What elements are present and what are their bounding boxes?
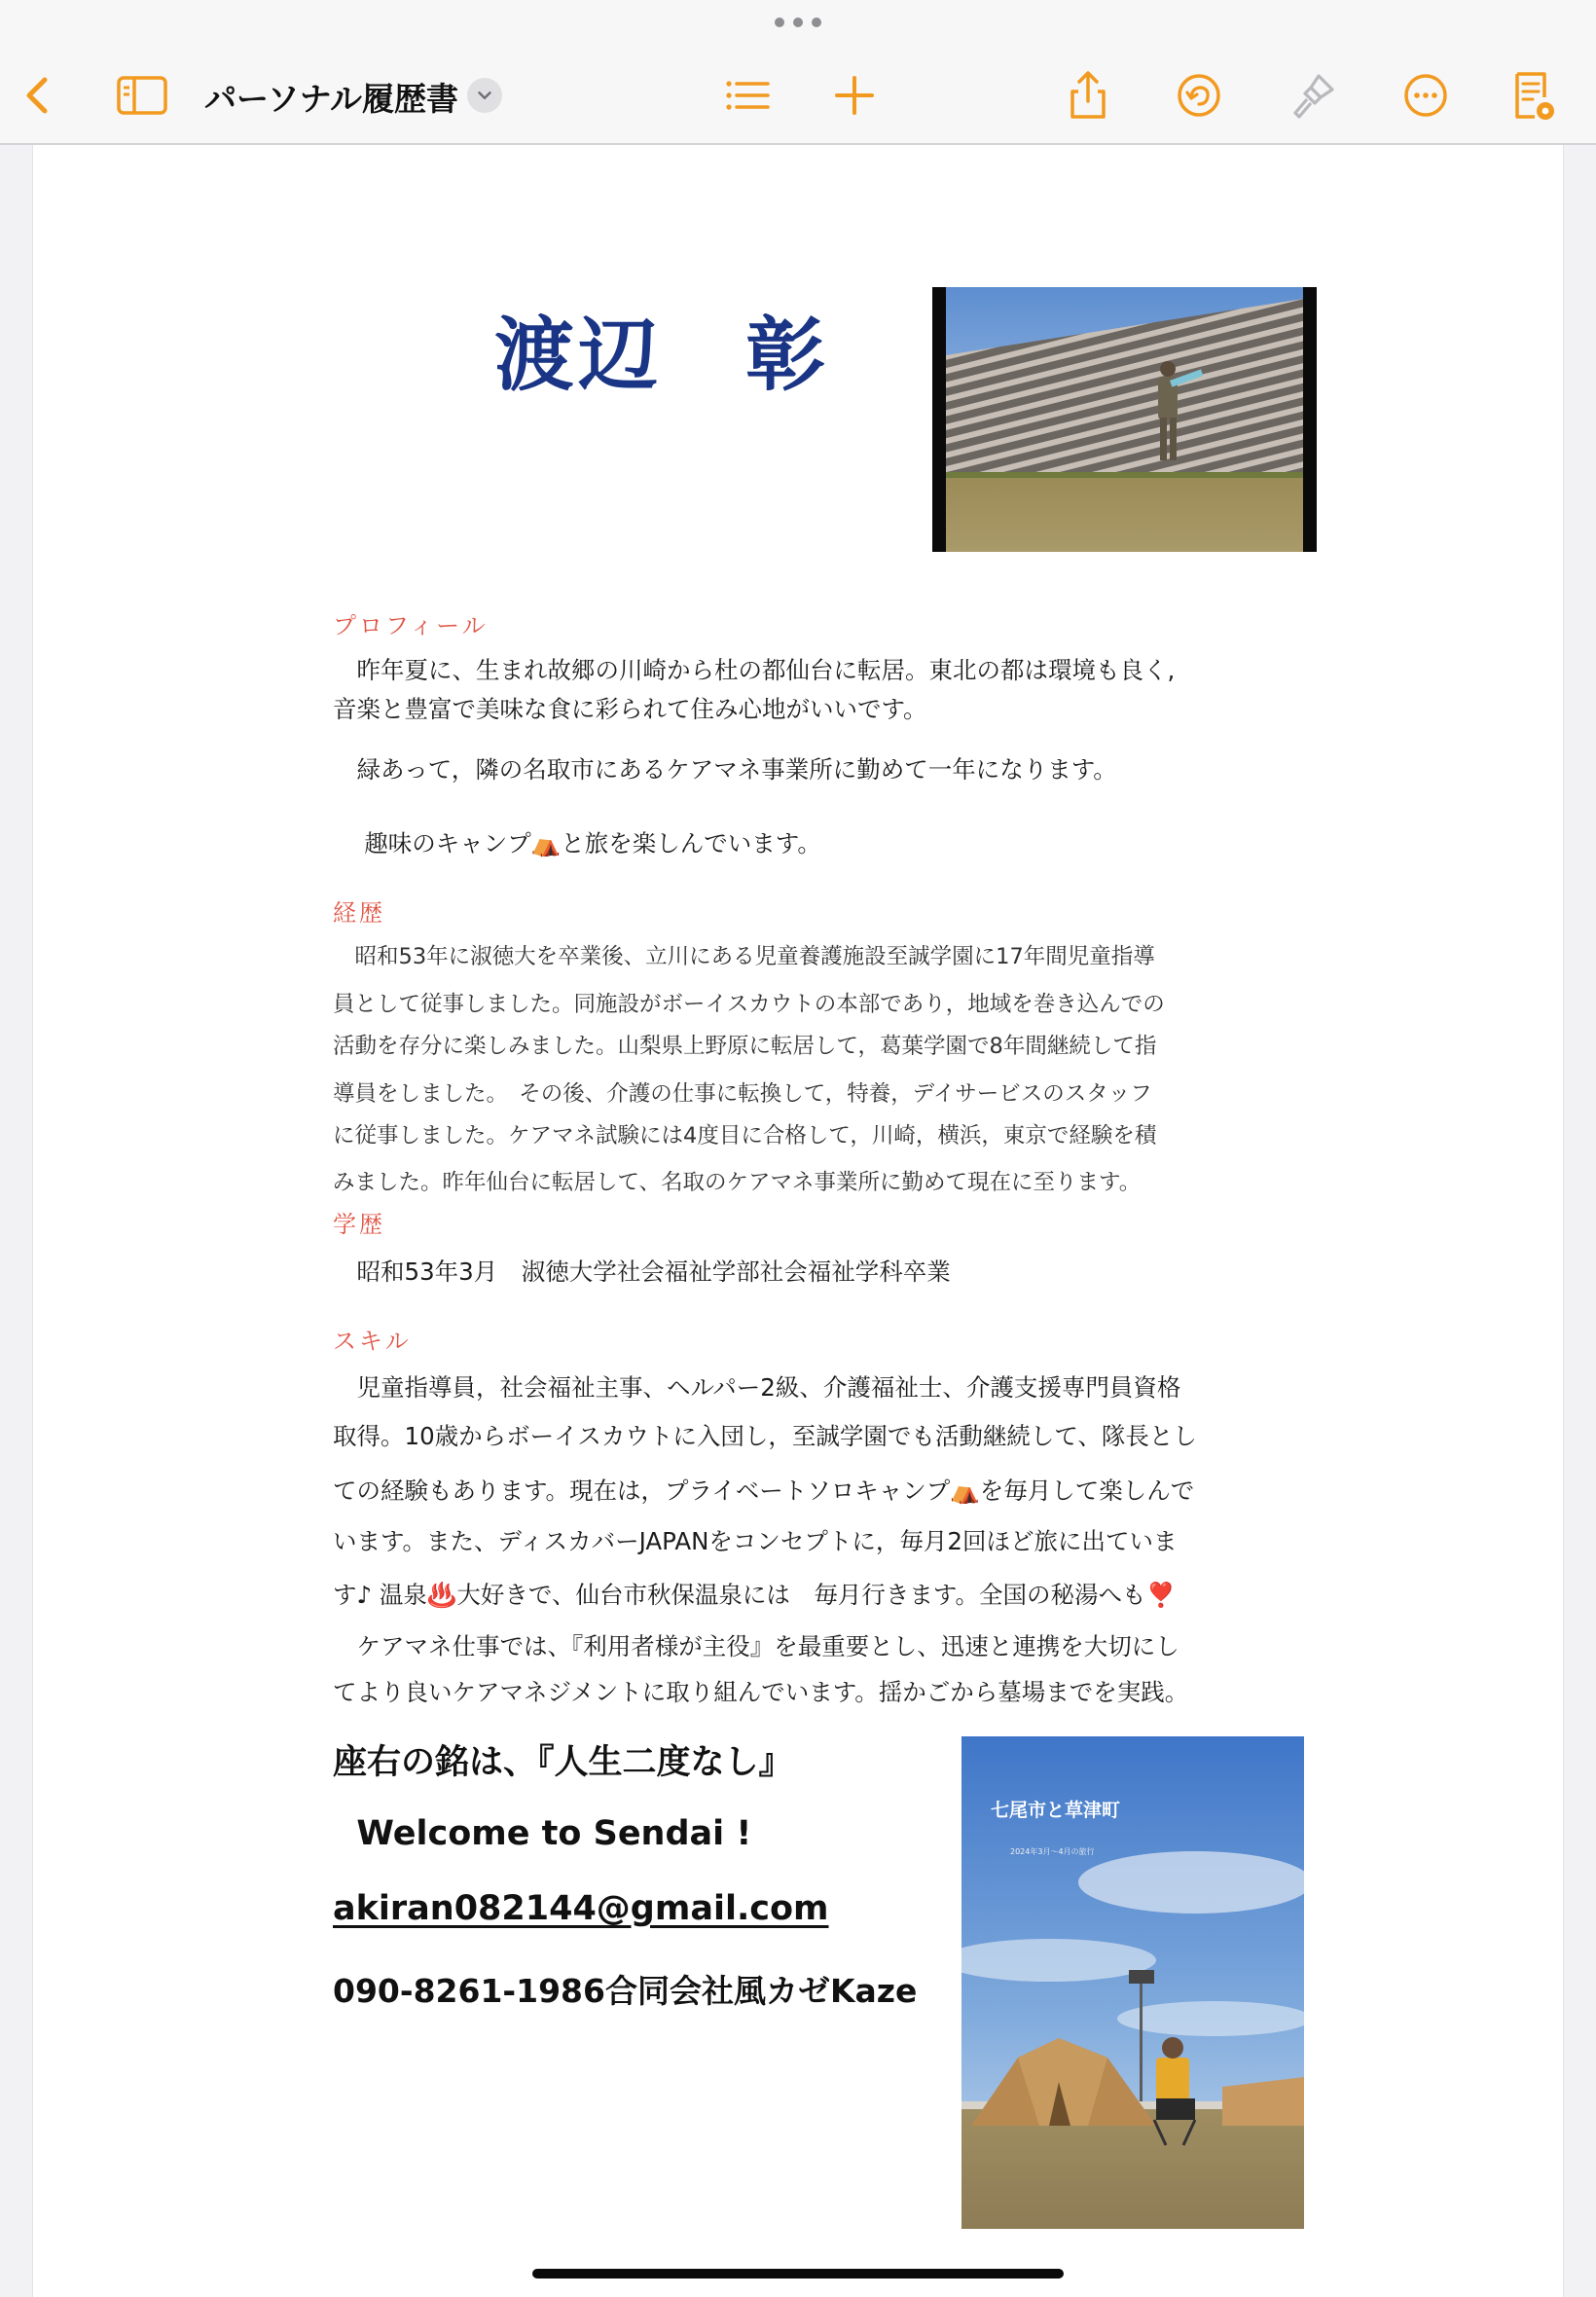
- skills-line-2: 取得。10歳からボーイスカウトに入団し，至誠学園でも活動継続して、隊長とし: [333, 1422, 1197, 1450]
- motto: 座右の銘は、『人生二度なし』: [333, 1743, 793, 1782]
- skills-line-1: 児童指導員，社会福祉主事、ヘルパー2級、介護福祉士、介護支援専門員資格: [333, 1373, 1181, 1402]
- paintbrush-icon: [1286, 68, 1340, 123]
- insert-button[interactable]: [825, 66, 884, 125]
- more-button[interactable]: [1396, 66, 1455, 125]
- profile-line-4: 趣味のキャンプ⛺と旅を楽しんでいます。: [333, 829, 821, 857]
- undo-icon: [1172, 68, 1226, 123]
- profile-photo-image: [932, 287, 1317, 552]
- plus-icon: [827, 68, 882, 123]
- outline-button[interactable]: [717, 66, 776, 125]
- skills-line-4: います。また、ディスカバーJAPANをコンセプトに，毎月2回ほど旅に出ていま: [333, 1527, 1178, 1555]
- title-menu-button[interactable]: [467, 78, 502, 113]
- skills-line-7: てより良いケアマネジメントに取り組んでいます。揺かごから墓場までを実践。: [333, 1678, 1189, 1706]
- undo-button[interactable]: [1170, 66, 1228, 125]
- contact-line: 090-8261-1986合同会社風カゼKaze: [333, 1972, 918, 2010]
- reading-view-button[interactable]: [1504, 66, 1562, 125]
- career-line-2: 員として従事しました。同施設がボーイスカウトの本部であり，地域を巻き込んでの: [333, 992, 1165, 1017]
- profile-line-3: 緑あって，隣の名取市にあるケアマネ事業所に勤めて一年になります。: [333, 755, 1117, 784]
- document-title[interactable]: パーソナル履歴書: [204, 80, 459, 118]
- share-icon: [1061, 68, 1115, 123]
- share-button[interactable]: [1059, 66, 1117, 125]
- skills-line-5: す♪ 温泉♨️大好きで、仙台市秋保温泉には 毎月行きます。全国の秘湯へも❣️: [333, 1581, 1176, 1609]
- profile-line-2: 音楽と豊富で美味な食に彩られて住み心地がいいです。: [333, 695, 927, 723]
- profile-heading: プロフィール: [333, 612, 489, 639]
- photo-caption-title: 七尾市と草津町: [991, 1800, 1121, 1821]
- document-eye-icon: [1505, 68, 1560, 123]
- resume-name[interactable]: 渡辺 彰: [494, 309, 830, 402]
- skills-line-6: ケアマネ仕事では、『利用者様が主役』を最重要とし、迅速と連携を大切にし: [333, 1632, 1179, 1660]
- career-heading: 経歴: [333, 899, 385, 927]
- career-line-1: 昭和53年に淑徳大を卒業後、立川にある児童養護施設至誠学園に17年間児童指導: [333, 944, 1155, 969]
- toolbar: [0, 0, 1596, 145]
- email-link[interactable]: akiran082144@gmail.com: [333, 1889, 829, 1928]
- photo-caption-subtitle: 2024年3月〜4月の旅行: [1010, 1847, 1095, 1856]
- list-icon: [719, 68, 774, 123]
- career-line-5: に従事しました。ケアマネ試験には4度目に合格して，川崎，横浜，東京で経験を積: [333, 1123, 1157, 1148]
- education-line-1: 昭和53年3月 淑徳大学社会福祉学部社会福祉学科卒業: [333, 1258, 951, 1286]
- career-line-4: 導員をしました。 その後、介護の仕事に転換して，特養，デイサービスのスタッフ: [333, 1081, 1152, 1107]
- profile-line-1: 昨年夏に、生まれ故郷の川崎から杜の都仙台に転居。東北の都は環境も良く,: [333, 656, 1176, 684]
- back-button[interactable]: [8, 66, 66, 125]
- sidebar-icon: [115, 68, 169, 123]
- ellipsis-circle-icon: [1398, 68, 1453, 123]
- profile-photo[interactable]: [932, 287, 1317, 552]
- education-heading: 学歴: [333, 1211, 385, 1238]
- career-line-6: みました。昨年仙台に転居して、名取のケアマネ事業所に勤めて現在に至ります。: [333, 1170, 1142, 1195]
- chevron-down-icon: [474, 85, 495, 106]
- camping-photo[interactable]: [961, 1736, 1304, 2229]
- skills-line-3: ての経験もあります。現在は，プライベートソロキャンプ⛺を毎月して楽しんで: [333, 1477, 1195, 1505]
- welcome-text: Welcome to Sendai !: [333, 1814, 752, 1853]
- career-line-3: 活動を存分に楽しみました。山梨県上野原に転居して，葛葉学園で8年間継続して指: [333, 1034, 1157, 1059]
- format-button[interactable]: [1284, 66, 1342, 125]
- chevron-left-icon: [10, 68, 64, 123]
- skills-heading: スキル: [333, 1328, 412, 1355]
- multitasking-grabber[interactable]: [775, 17, 821, 28]
- home-indicator[interactable]: [532, 2269, 1064, 2279]
- sidebar-button[interactable]: [113, 66, 171, 125]
